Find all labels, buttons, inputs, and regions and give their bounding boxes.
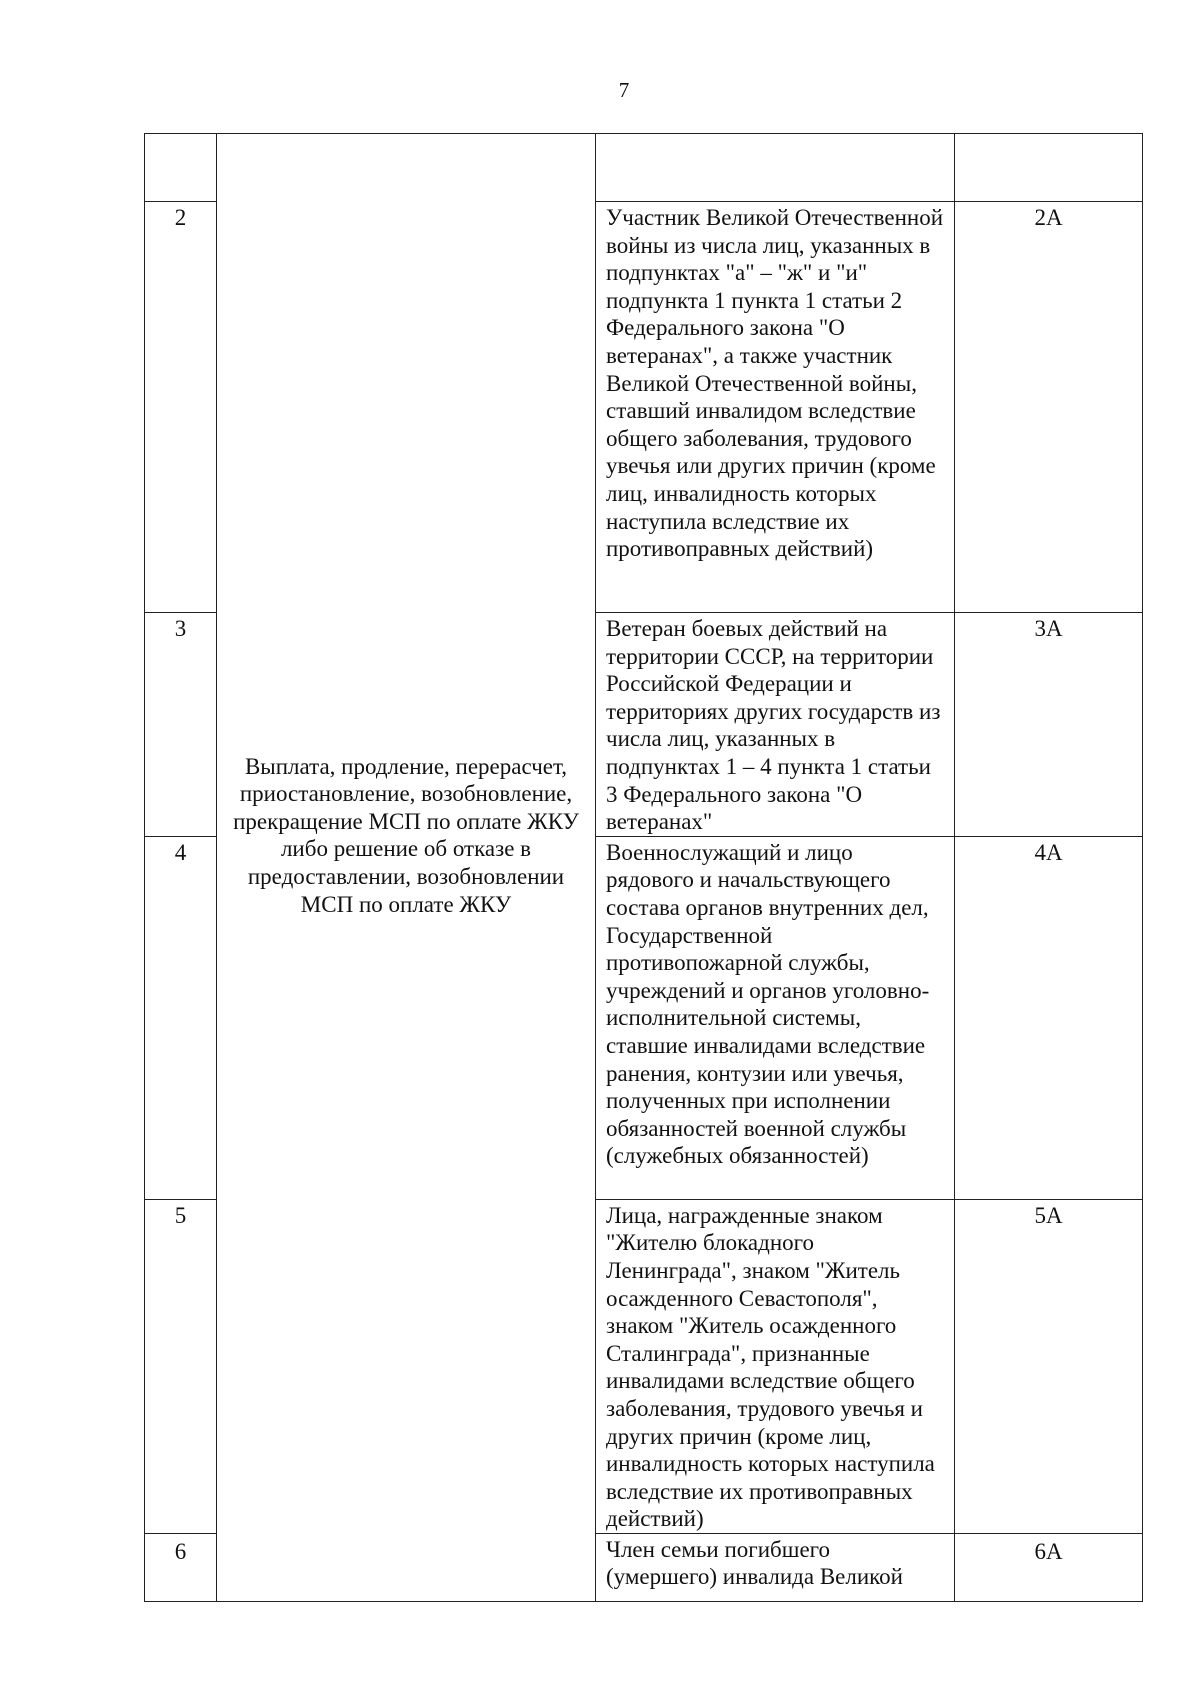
row-number: 2 bbox=[145, 202, 217, 613]
table-cell-category bbox=[596, 134, 955, 202]
row-number: 3 bbox=[145, 613, 217, 837]
category-cell: Член семьи погибшего (умершего) инвалида Великой bbox=[596, 1533, 955, 1601]
row-number: 4 bbox=[145, 836, 217, 1199]
page-number: 7 bbox=[618, 78, 630, 102]
category-cell: Ветеран боевых действий на территории СССР, на территории Российской Федерации и территориях других государств из числа лиц, указанных в подпунктах 1 – 4 пункта 1 статьи 3 Федерального закона "О ветеранах" bbox=[596, 613, 955, 837]
table-row bbox=[145, 134, 1143, 202]
code-cell: 6А bbox=[955, 1533, 1143, 1601]
category-cell: Военнослужащий и лицо рядового и начальствующего состава органов внутренних дел, Государственной противопожарной службы, учреждений и органов уголовно-исполнительной системы, ставшие инвалидами вследствие ранения, контузии или увечья, полученных при исполнении обязанностей военной службы (служебных обязанностей) bbox=[596, 836, 955, 1199]
service-cell bbox=[217, 134, 596, 1602]
services-table bbox=[144, 133, 1143, 1602]
code-cell: 2А bbox=[955, 202, 1143, 613]
category-cell: Участник Великой Отечественной войны из числа лиц, указанных в подпунктах "а" – "ж" и "и" подпункта 1 пункта 1 статьи 2 Федерального закона "О ветеранах", а также участник Великой Отечественной войны, ставший инвалидом вследствие общего заболевания, трудового увечья или других причин (кроме лиц, инвалидность которых наступила вследствие их противоправных действий) bbox=[596, 202, 955, 613]
category-cell: Лица, награжденные знаком "Жителю блокадного Ленинграда", знаком "Житель осажденного Севастополя", знаком "Житель осажденного Сталинграда", признанные инвалидами вследствие общего заболевания, трудового увечья и других причин (кроме лиц, инвалидность которых наступила вследствие их противоправных действий) bbox=[596, 1199, 955, 1533]
code-cell: 4А bbox=[955, 836, 1143, 1199]
service-description: Выплата, продление, перерасчет, приостановление, возобновление, прекращение МСП по оплате ЖКУ либо решение об отказе в предоставлении, возобновлении МСП по оплате ЖКУ bbox=[233, 753, 579, 917]
row-number: 5 bbox=[145, 1199, 217, 1533]
code-cell: 3А bbox=[955, 613, 1143, 837]
code-cell: 5А bbox=[955, 1199, 1143, 1533]
row-number: 6 bbox=[145, 1533, 217, 1601]
table-cell-num bbox=[145, 134, 217, 202]
table-cell-code bbox=[955, 134, 1143, 202]
